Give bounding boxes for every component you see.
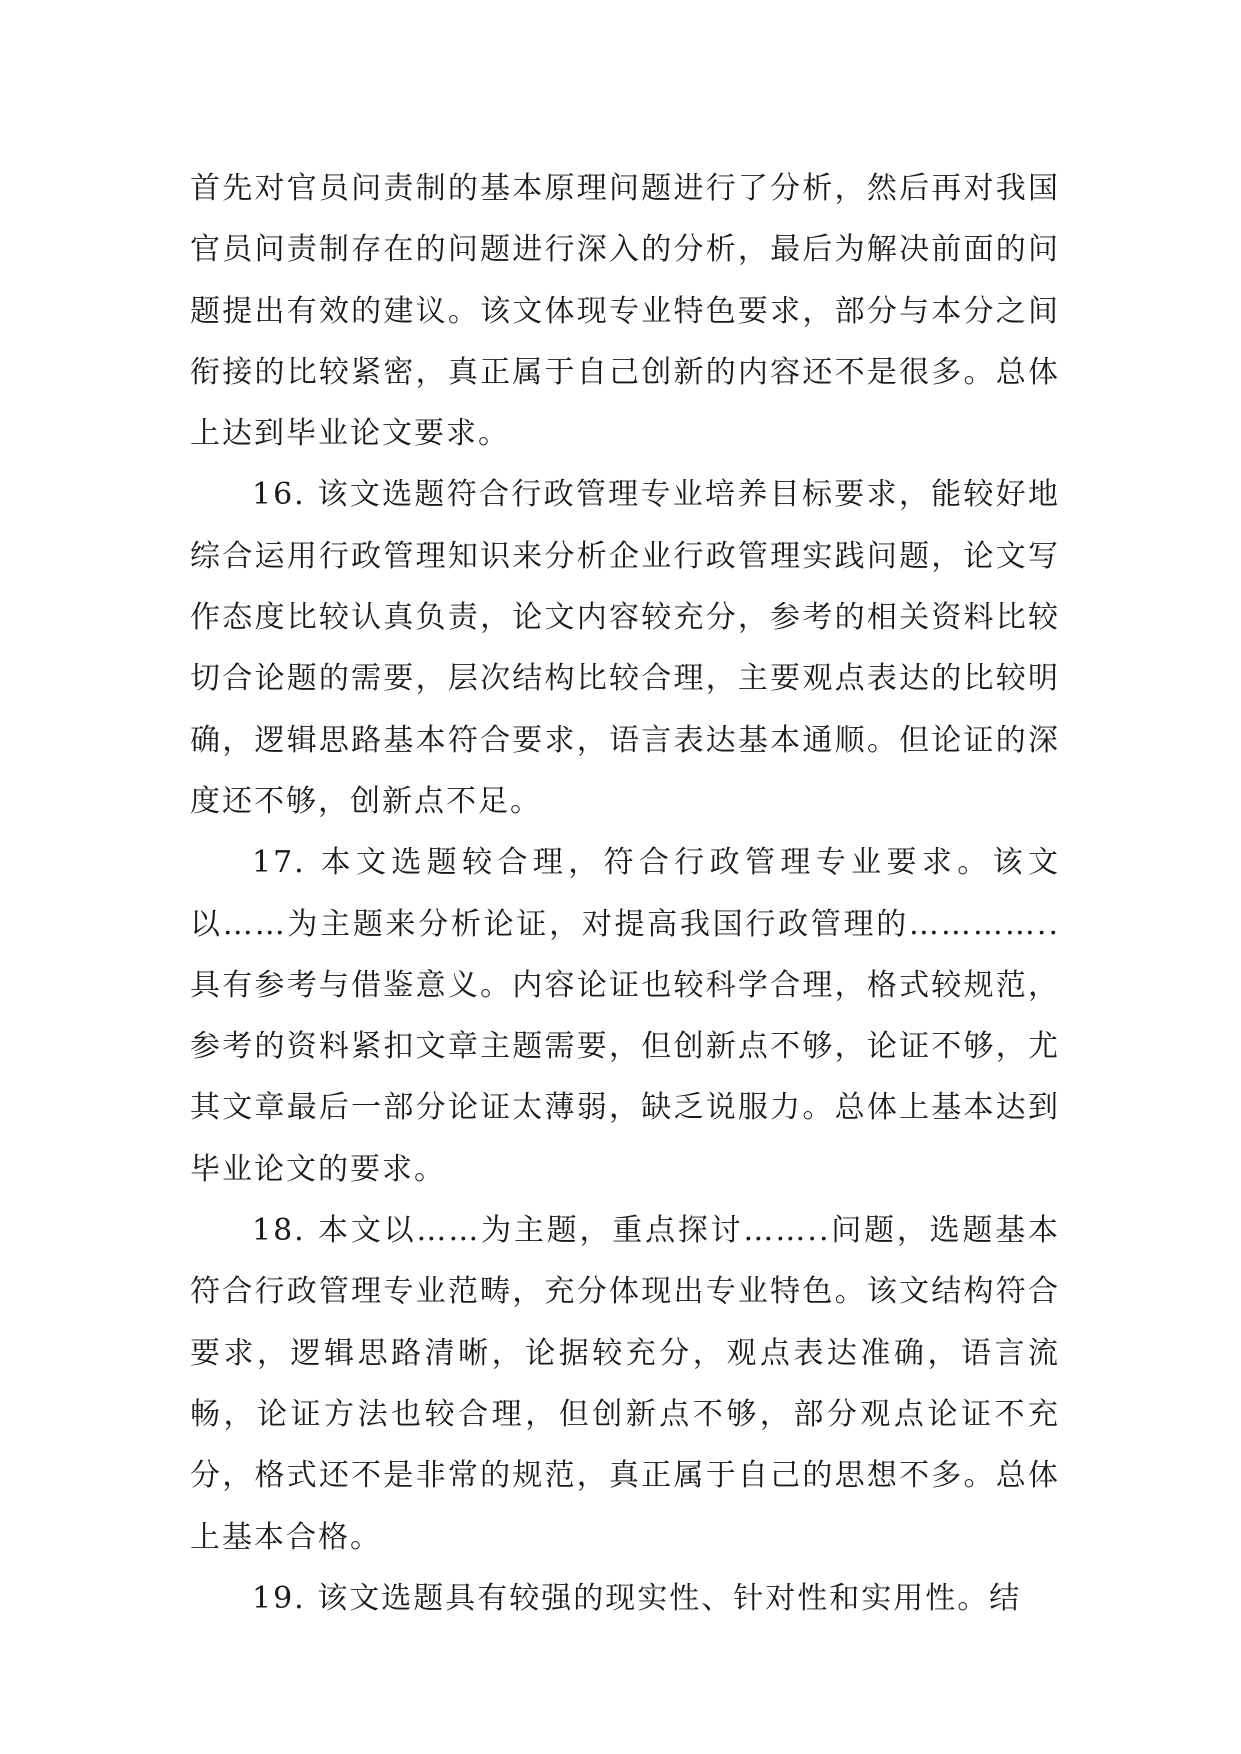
paragraph-continuation: 首先对官员问责制的基本原理问题进行了分析，然后再对我国官员问责制存在的问题进行深入的分析，最后为解决前面的问题提出有效的建议。该文体现专业特色要求，部分与本分之间衔接的比较紧密，真正属于自己创新的内容还不是很多。总体上达到毕业论文要求。 (190, 171, 1060, 452)
document-body (190, 158, 1060, 1629)
paragraph-comment-16: 16. 该文选题符合行政管理专业培养目标要求，能较好地综合运用行政管理知识来分析企业行政管理实践问题，论文写作态度比较认真负责，论文内容较充分，参考的相关资料比较切合论题的需要，层次结构比较合理，主要观点表达的比较明确，逻辑思路基本符合要求，语言表达基本通顺。但论证的深度还不够，创新点不足。 (190, 477, 1060, 819)
paragraph-comment-19: 19. 该文选题具有较强的现实性、针对性和实用性。结 (252, 1580, 1022, 1616)
paragraph-comment-18: 18. 本文以……为主题，重点探讨……..问题，选题基本符合行政管理专业范畴，充分体现出专业特色。该文结构符合要求，逻辑思路清晰，论据较充分，观点表达准确，语言流畅，论证方法也较合理，但创新点不够，部分观点论证不充分，格式还不是非常的规范，真正属于自己的思想不多。总体上基本合格。 (190, 1213, 1060, 1555)
paragraph-comment-17: 17. 本文选题较合理，符合行政管理专业要求。该文以……为主题来分析论证，对提高我国行政管理的…………..具有参考与借鉴意义。内容论证也较科学合理，格式较规范，参考的资料紧扣文章主题需要，但创新点不够，论证不够，尤其文章最后一部分论证太薄弱，缺乏说服力。总体上基本达到毕业论文的要求。 (190, 845, 1060, 1187)
